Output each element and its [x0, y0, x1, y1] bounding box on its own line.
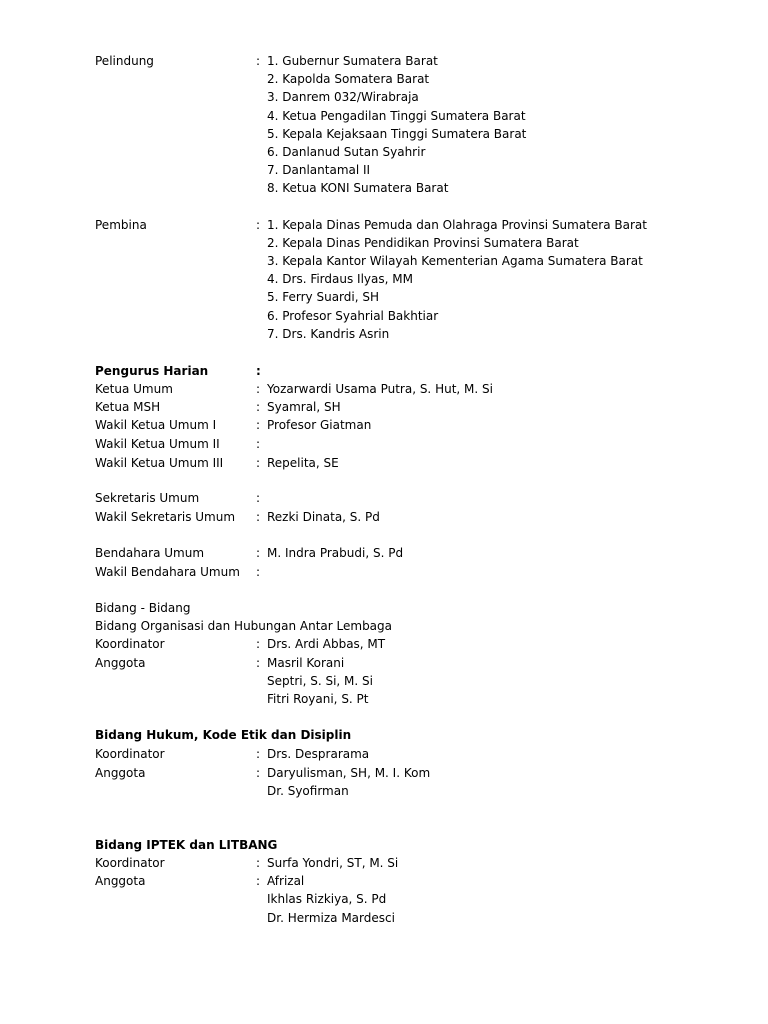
koordinator-label: Koordinator: [95, 856, 165, 870]
colon: :: [256, 874, 261, 888]
pembina-label: Pembina: [95, 218, 147, 232]
anggota-label: Anggota: [95, 874, 146, 888]
anggota-value: Afrizal: [267, 874, 305, 888]
colon: :: [256, 637, 261, 651]
role-value: Syamral, SH: [267, 400, 341, 414]
anggota-value: Dr. Hermiza Mardesci: [267, 911, 395, 925]
pelindung-item: 5. Kepala Kejaksaan Tinggi Sumatera Barat: [267, 127, 527, 141]
anggota-value: Ikhlas Rizkiya, S. Pd: [267, 892, 387, 906]
role-label: Ketua MSH: [95, 400, 161, 414]
role-value: Yozarwardi Usama Putra, S. Hut, M. Si: [267, 382, 493, 396]
pembina-item: 6. Profesor Syahrial Bakhtiar: [267, 309, 439, 323]
pengurus-harian-heading: Pengurus Harian: [95, 364, 209, 378]
pelindung-item: 4. Ketua Pengadilan Tinggi Sumatera Barat: [267, 109, 526, 123]
colon: :: [256, 856, 261, 870]
role-label: Wakil Bendahara Umum: [95, 565, 240, 579]
pelindung-item: 1. Gubernur Sumatera Barat: [267, 54, 438, 68]
bidang-heading: Bidang - Bidang: [95, 601, 191, 615]
pembina-item: 1. Kepala Dinas Pemuda dan Olahraga Provinsi Sumatera Barat: [267, 218, 647, 232]
role-value: Repelita, SE: [267, 456, 339, 470]
koordinator-value: Drs. Desprarama: [267, 747, 370, 761]
colon: :: [256, 456, 261, 470]
pelindung-item: 8. Ketua KONI Sumatera Barat: [267, 181, 449, 195]
anggota-value: Fitri Royani, S. Pt: [267, 692, 369, 706]
koordinator-value: Drs. Ardi Abbas, MT: [267, 637, 386, 651]
bidang-iptek-title: Bidang IPTEK dan LITBANG: [95, 838, 278, 852]
colon: :: [256, 491, 261, 505]
role-label: Ketua Umum: [95, 382, 173, 396]
role-label: Wakil Ketua Umum III: [95, 456, 224, 470]
colon: :: [256, 54, 261, 68]
colon: :: [256, 364, 261, 378]
anggota-value: Septri, S. Si, M. Si: [267, 674, 373, 688]
koordinator-label: Koordinator: [95, 747, 165, 761]
colon: :: [256, 747, 261, 761]
role-label: Wakil Sekretaris Umum: [95, 510, 236, 524]
pembina-item: 7. Drs. Kandris Asrin: [267, 327, 390, 341]
anggota-value: Masril Korani: [267, 656, 345, 670]
anggota-value: Dr. Syofirman: [267, 784, 349, 798]
colon: :: [256, 546, 261, 560]
role-label: Wakil Ketua Umum I: [95, 418, 217, 432]
bidang-organisasi-title: Bidang Organisasi dan Hubungan Antar Lembaga: [95, 619, 393, 633]
colon: :: [256, 656, 261, 670]
koordinator-label: Koordinator: [95, 637, 165, 651]
role-value: M. Indra Prabudi, S. Pd: [267, 546, 404, 560]
colon: :: [256, 400, 261, 414]
pelindung-item: 6. Danlanud Sutan Syahrir: [267, 145, 426, 159]
colon: :: [256, 418, 261, 432]
role-label: Wakil Ketua Umum II: [95, 437, 220, 451]
colon: :: [256, 218, 261, 232]
pembina-item: 2. Kepala Dinas Pendidikan Provinsi Sumatera Barat: [267, 236, 579, 250]
anggota-label: Anggota: [95, 766, 146, 780]
pelindung-item: 3. Danrem 032/Wirabraja: [267, 90, 419, 104]
bidang-hukum-title: Bidang Hukum, Kode Etik dan Disiplin: [95, 728, 352, 742]
pelindung-label: Pelindung: [95, 54, 154, 68]
pelindung-item: 7. Danlantamal II: [267, 163, 371, 177]
koordinator-value: Surfa Yondri, ST, M. Si: [267, 856, 399, 870]
colon: :: [256, 510, 261, 524]
colon: :: [256, 437, 261, 451]
role-label: Sekretaris Umum: [95, 491, 200, 505]
colon: :: [256, 766, 261, 780]
colon: :: [256, 565, 261, 579]
anggota-label: Anggota: [95, 656, 146, 670]
anggota-value: Daryulisman, SH, M. I. Kom: [267, 766, 431, 780]
pembina-item: 4. Drs. Firdaus Ilyas, MM: [267, 272, 413, 286]
pembina-item: 3. Kepala Kantor Wilayah Kementerian Agama Sumatera Barat: [267, 254, 643, 268]
role-value: Profesor Giatman: [267, 418, 372, 432]
pelindung-item: 2. Kapolda Somatera Barat: [267, 72, 430, 86]
role-label: Bendahara Umum: [95, 546, 205, 560]
pembina-item: 5. Ferry Suardi, SH: [267, 290, 379, 304]
colon: :: [256, 382, 261, 396]
role-value: Rezki Dinata, S. Pd: [267, 510, 380, 524]
